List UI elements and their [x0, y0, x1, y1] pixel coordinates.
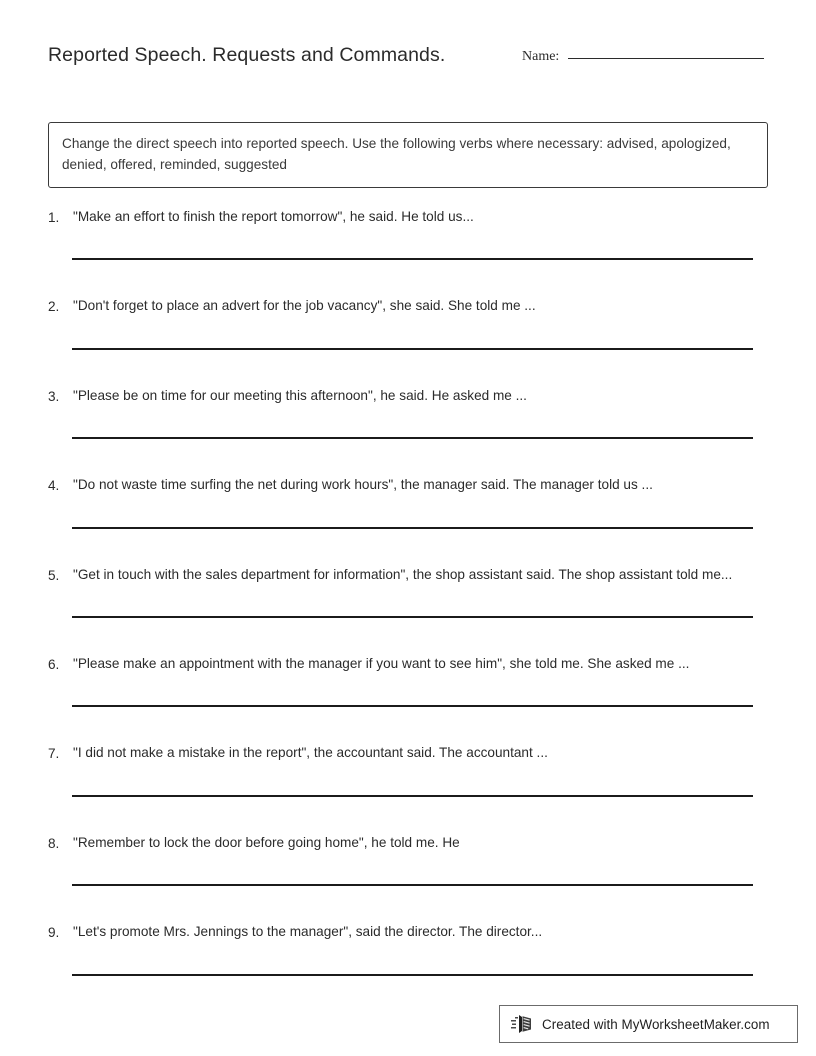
question-number: 6. — [48, 656, 60, 672]
question-item — [48, 833, 768, 886]
question-text: "Don't forget to place an advert for the job vacancy", she said. She told me ... — [73, 298, 536, 314]
question-text: "I did not make a mistake in the report", the accountant said. The accountant ... — [73, 745, 548, 761]
instructions-text: Change the direct speech into reported speech. Use the following verbs where necessary: advised, apologized, denied, offered, reminded, suggested — [62, 136, 731, 172]
spacer — [48, 439, 768, 475]
spacer — [48, 407, 768, 437]
spacer — [48, 529, 768, 565]
question-item — [48, 207, 768, 260]
question-text: "Let's promote Mrs. Jennings to the manager", said the director. The director... — [73, 924, 543, 940]
question-item — [48, 922, 768, 975]
question-item — [48, 565, 768, 618]
answer-line[interactable] — [72, 258, 753, 260]
spacer — [48, 618, 768, 654]
spacer — [48, 675, 768, 705]
name-field-group — [522, 49, 764, 65]
spacer — [48, 260, 768, 296]
spacer — [48, 886, 768, 922]
spacer — [48, 707, 768, 743]
created-with-badge[interactable] — [499, 1005, 798, 1043]
spacer — [48, 797, 768, 833]
spacer — [48, 497, 768, 527]
question-number: 1. — [48, 210, 60, 225]
spacer — [48, 944, 768, 974]
spacer — [48, 318, 768, 348]
question-text: "Get in touch with the sales department for information", the shop assistant said. The shop assistant told me... — [73, 566, 733, 582]
question-text: "Make an effort to finish the report tomorrow", he said. He told us... — [73, 209, 474, 224]
spacer — [48, 854, 768, 884]
question-number: 5. — [48, 567, 60, 583]
question-list — [48, 207, 768, 976]
page-title: Reported Speech. Requests and Commands. — [48, 44, 446, 66]
question-item — [48, 296, 768, 349]
question-number: 7. — [48, 746, 60, 762]
question-number: 4. — [48, 478, 60, 494]
question-item — [48, 386, 768, 439]
question-item — [48, 743, 768, 796]
spacer — [48, 586, 768, 616]
question-item — [48, 475, 768, 528]
spacer — [48, 350, 768, 386]
question-text: "Do not waste time surfing the net during work hours", the manager said. The manager told us ... — [73, 477, 653, 493]
answer-line[interactable] — [72, 348, 753, 350]
worksheet-header — [48, 44, 768, 84]
answer-line[interactable] — [72, 795, 753, 797]
spacer — [48, 228, 768, 258]
question-text: "Please make an appointment with the manager if you want to see him", she told me. She asked me ... — [73, 655, 690, 671]
question-text: "Please be on time for our meeting this afternoon", he said. He asked me ... — [73, 387, 527, 403]
answer-line[interactable] — [72, 616, 753, 618]
answer-line[interactable] — [72, 974, 753, 976]
answer-line[interactable] — [72, 705, 753, 707]
question-number: 9. — [48, 925, 60, 941]
worksheet-maker-logo-icon — [511, 1013, 535, 1035]
question-item — [48, 654, 768, 707]
question-text: "Remember to lock the door before going home", he told me. He — [73, 834, 460, 850]
question-number: 8. — [48, 835, 60, 851]
spacer — [48, 765, 768, 795]
answer-line[interactable] — [72, 437, 753, 439]
answer-line[interactable] — [72, 884, 753, 886]
badge-label: Created with MyWorksheetMaker.com — [542, 1016, 770, 1032]
name-input-line[interactable] — [568, 58, 764, 59]
name-label: Name: — [522, 49, 560, 64]
question-number: 2. — [48, 299, 60, 315]
instructions-box — [48, 122, 768, 188]
answer-line[interactable] — [72, 527, 753, 529]
question-number: 3. — [48, 388, 60, 404]
